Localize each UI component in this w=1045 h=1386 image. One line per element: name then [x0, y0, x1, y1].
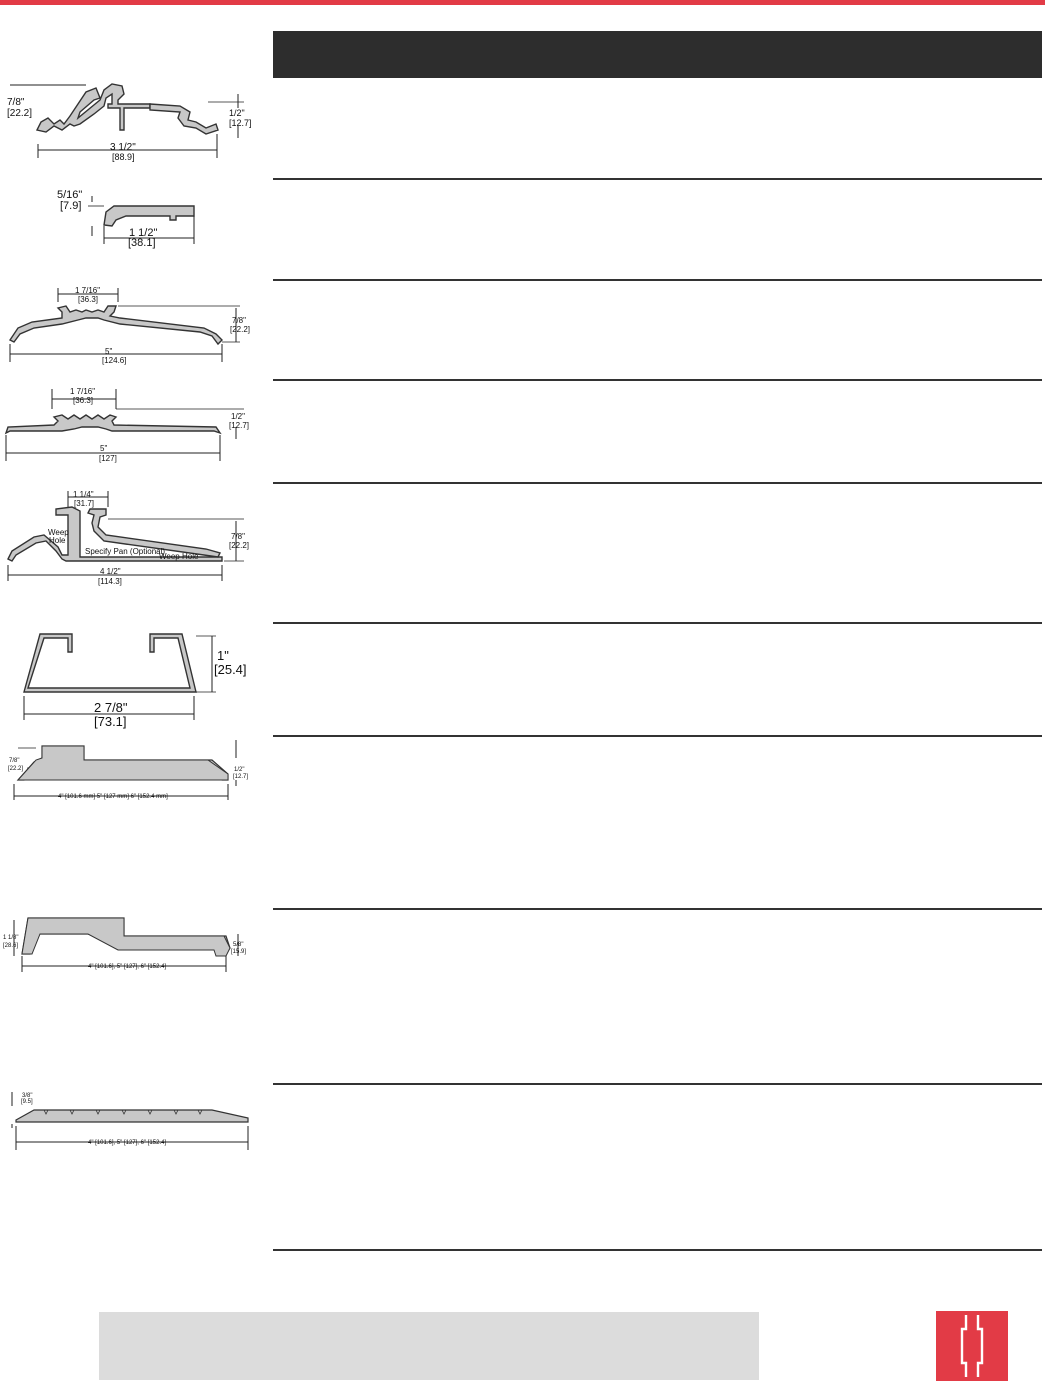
dim-label: 1 1/8" [3, 935, 19, 941]
row-divider [273, 735, 1042, 737]
logo-mark [936, 1311, 1008, 1381]
threshold-profile-5 [0, 485, 260, 605]
dim-label: [127] [99, 454, 117, 463]
dim-label: 5/16" [57, 189, 83, 201]
dim-label: [36.3] [78, 295, 99, 304]
dim-label: [124.6] [102, 356, 127, 365]
dim-label: 3/8" [22, 1093, 33, 1099]
dim-label: 1 7/16" [75, 286, 101, 295]
row-divider [273, 1249, 1042, 1251]
threshold-profile-4 [0, 383, 260, 475]
row-divider [273, 1083, 1042, 1085]
dim-label: [25.4] [214, 662, 247, 677]
dim-label: [15.9] [231, 949, 247, 955]
top-accent-rule [0, 0, 1045, 5]
dim-label: 7/8" [9, 758, 20, 764]
dim-label: [22.2] [8, 766, 24, 772]
threshold-profile-7 [0, 740, 260, 802]
threshold-profile-3 [0, 282, 260, 374]
threshold-profile-9 [0, 1088, 260, 1152]
row-divider [273, 482, 1042, 484]
dim-label: 5" [100, 444, 108, 453]
threshold-profile-1 [0, 78, 260, 168]
dim-label: [12.7] [233, 774, 249, 780]
dim-label: 5" [105, 347, 113, 356]
dim-label: [88.9] [112, 152, 135, 162]
dim-label: 1 1/4" [73, 490, 94, 499]
dim-label: 1 7/16" [70, 387, 96, 396]
dim-label: 1/2" [229, 108, 245, 118]
dim-label: 1" [217, 648, 229, 663]
dim-label: [22.2] [229, 541, 250, 550]
note-label: Specify Pan (Optional) [85, 547, 166, 556]
dim-label: 3 1/2" [110, 142, 136, 153]
dim-label: 4" [101.6 mm] 5" [127 mm] 6" [152.4 mm] [58, 794, 168, 800]
dim-label: [38.1] [128, 237, 156, 249]
row-divider [273, 622, 1042, 624]
dim-label: [12.7] [229, 421, 250, 430]
footer-panel [99, 1312, 759, 1380]
row-divider [273, 908, 1042, 910]
dim-label: [73.1] [94, 714, 127, 729]
dim-label: [31.7] [74, 499, 95, 508]
dim-label: [114.3] [98, 577, 122, 586]
row-divider [273, 379, 1042, 381]
dim-label: [22.2] [7, 108, 33, 119]
dim-label: 2 7/8" [94, 700, 128, 715]
threshold-profile-6 [0, 628, 260, 728]
dim-label: 1/2" [231, 412, 245, 421]
row-divider [273, 279, 1042, 281]
note-label: Hole [49, 536, 66, 545]
dim-label: [36.3] [73, 396, 94, 405]
threshold-profile-2 [0, 180, 260, 270]
dim-label: 1/2" [234, 767, 245, 773]
dim-label: 4" [101.6], 5" [127], 6" [152.4] [88, 964, 167, 970]
note-label: Weep Hole [159, 552, 199, 561]
dim-label: 4" [101.6], 5" [127], 6" [152.4] [88, 1140, 167, 1146]
dim-label: 7/8" [231, 532, 245, 541]
dim-label: [7.9] [60, 200, 82, 212]
dim-label: 7/8" [232, 316, 246, 325]
dim-label: 7/8" [7, 97, 25, 108]
dim-label: [22.2] [230, 325, 251, 334]
dim-label: [28.6] [3, 943, 19, 949]
note-label: Weep [48, 528, 69, 537]
dim-label: 5/8" [233, 942, 244, 948]
dim-label: 1 1/2" [129, 227, 158, 239]
dim-label: [9.5] [21, 1099, 33, 1105]
row-divider [273, 178, 1042, 180]
threshold-profile-8 [0, 912, 260, 976]
dim-label: 4 1/2" [100, 567, 121, 576]
dim-label: [12.7] [229, 118, 252, 128]
table-header-bar [273, 31, 1042, 78]
